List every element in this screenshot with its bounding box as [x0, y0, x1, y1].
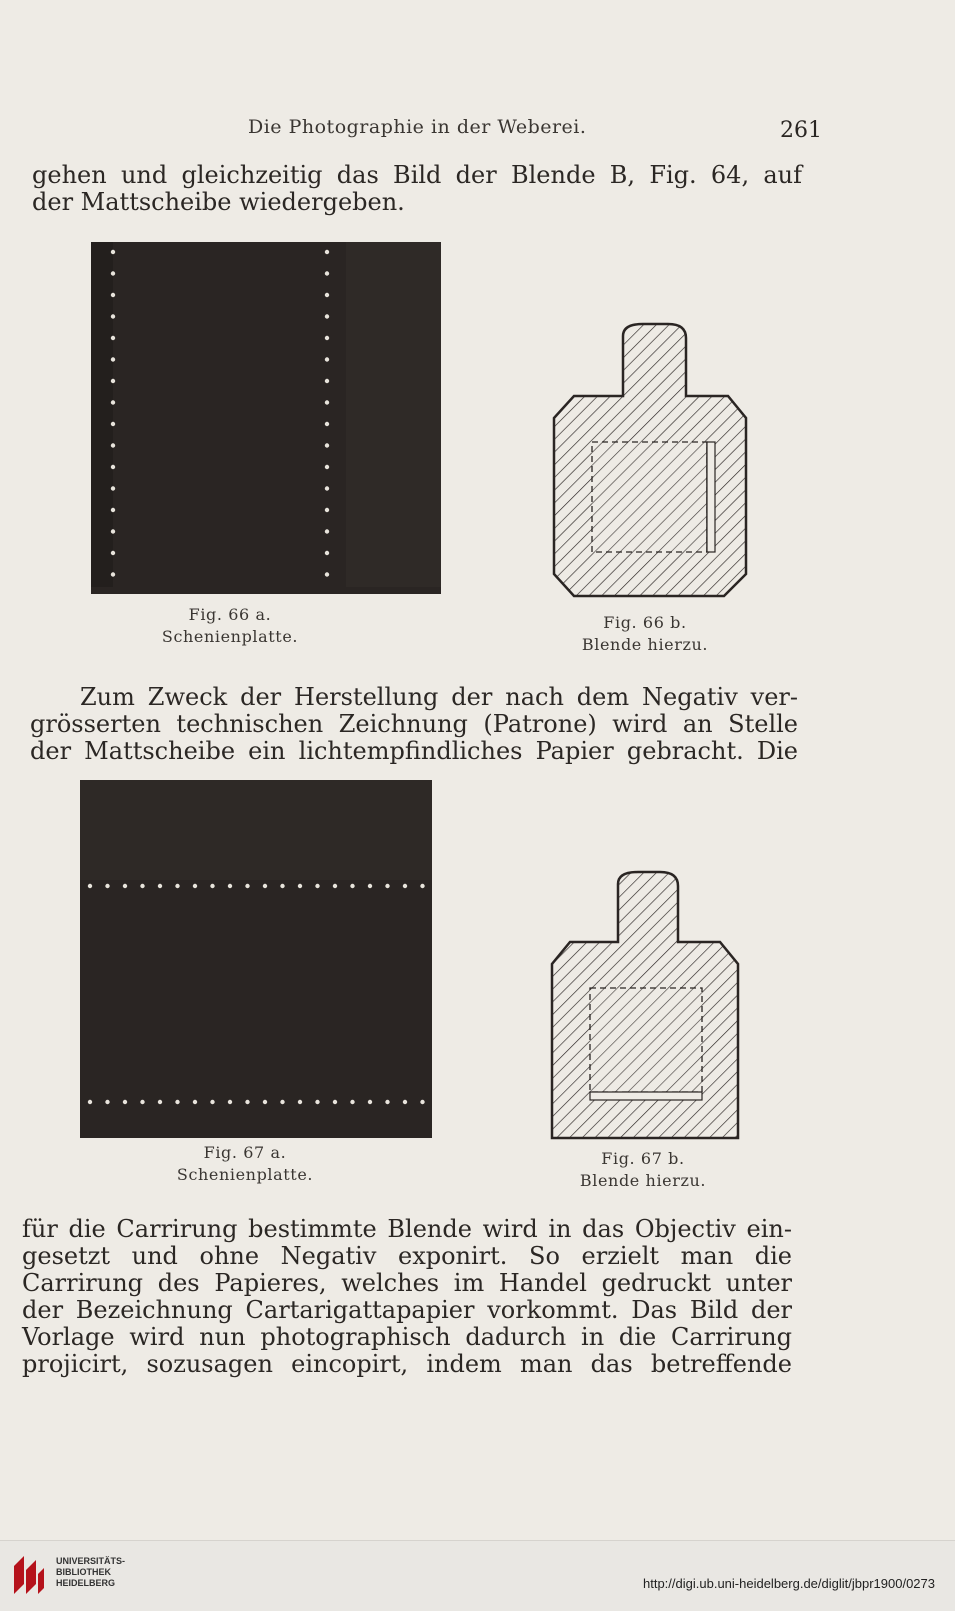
- text-line: der Mattscheibe wiedergeben.: [32, 188, 405, 216]
- text-line: für die Carrirung bestimmte Blende wird in das Objectiv ein-: [22, 1215, 792, 1243]
- perforation-dot: [123, 1100, 127, 1104]
- perforation-dot: [111, 293, 115, 297]
- perforation-dot: [245, 884, 249, 888]
- text-line: projicirt, sozusagen eincopirt, indem man das betreffende: [22, 1350, 792, 1378]
- library-name-line: BIBLIOTHEK: [56, 1567, 111, 1577]
- text-line: gehen und gleichzeitig das Bild der Blende B, Fig. 64, auf: [32, 161, 802, 189]
- perforation-dot: [325, 572, 329, 576]
- perforation-dot: [193, 884, 197, 888]
- paragraph-middle: [30, 684, 798, 765]
- library-logo-icon[interactable]: [10, 1552, 48, 1598]
- perforation-dot: [111, 551, 115, 555]
- perforation-dot: [111, 271, 115, 275]
- perforation-dot: [325, 551, 329, 555]
- caption-text: Schenienplatte.: [176, 1165, 314, 1184]
- perforation-dot: [280, 884, 284, 888]
- figure-67a-caption: [160, 1142, 330, 1186]
- perforation-dot: [123, 884, 127, 888]
- perforation-dot: [325, 443, 329, 447]
- perforation-dot: [228, 884, 232, 888]
- library-name: [56, 1556, 125, 1589]
- perforation-dot: [111, 357, 115, 361]
- perforation-dot: [111, 529, 115, 533]
- perforation-dot: [325, 250, 329, 254]
- perforation-dot: [111, 443, 115, 447]
- perforation-dot: [263, 1100, 267, 1104]
- perforation-dot: [175, 1100, 179, 1104]
- perforation-dot: [105, 1100, 109, 1104]
- perforation-dot: [111, 379, 115, 383]
- perforation-dot: [315, 884, 319, 888]
- perforation-dot: [325, 336, 329, 340]
- page-number: 261: [780, 118, 822, 143]
- figure-67b-caption: [558, 1148, 728, 1192]
- text-line: der Bezeichnung Cartarigattapapier vorkommt. Das Bild der: [22, 1296, 792, 1324]
- perforation-dot: [325, 379, 329, 383]
- library-name-line: HEIDELBERG: [56, 1578, 116, 1588]
- perforation-dot: [298, 1100, 302, 1104]
- perforation-dot: [280, 1100, 284, 1104]
- figure-66a-plate: [91, 242, 441, 594]
- perforation-dot: [111, 250, 115, 254]
- figure-66a-caption: [150, 604, 310, 648]
- perforation-dot: [403, 1100, 407, 1104]
- perforation-dot: [333, 1100, 337, 1104]
- perforation-dot: [228, 1100, 232, 1104]
- figure-66b-caption: [560, 612, 730, 656]
- paragraph-bottom: [22, 1216, 792, 1378]
- perforation-dot: [140, 1100, 144, 1104]
- perforation-dot: [193, 1100, 197, 1104]
- paragraph-top: [32, 162, 802, 216]
- caption-label: Fig. 67 a.: [203, 1143, 287, 1162]
- perforation-dot: [420, 884, 424, 888]
- perforation-dot: [158, 1100, 162, 1104]
- perforation-dot: [88, 1100, 92, 1104]
- perforation-dot: [111, 508, 115, 512]
- perforation-dot: [175, 884, 179, 888]
- figure-66b-stencil: [548, 318, 752, 602]
- perforation-dot: [298, 884, 302, 888]
- perforation-dot: [263, 884, 267, 888]
- perforation-dot: [111, 572, 115, 576]
- perforation-dot: [350, 884, 354, 888]
- perforation-dot: [111, 465, 115, 469]
- perforation-dot: [368, 1100, 372, 1104]
- perforation-dot: [88, 884, 92, 888]
- text-line: der Mattscheibe ein lichtempfindliches Papier gebracht. Die: [30, 737, 798, 765]
- text-line: Zum Zweck der Herstellung der nach dem Negativ ver-: [80, 683, 798, 711]
- perforation-dot: [385, 1100, 389, 1104]
- library-name-line: UNIVERSITÄTS-: [56, 1556, 126, 1566]
- caption-text: Blende hierzu.: [579, 1171, 707, 1190]
- perforation-dot: [111, 422, 115, 426]
- perforation-dot: [111, 400, 115, 404]
- text-line: Carrirung des Papieres, welches im Handel gedruckt unter: [22, 1269, 792, 1297]
- perforation-dot: [210, 884, 214, 888]
- text-line: grösserten technischen Zeichnung (Patrone) wird an Stelle: [30, 710, 798, 738]
- perforation-dot: [315, 1100, 319, 1104]
- perforation-dot: [245, 1100, 249, 1104]
- perforation-dot: [158, 884, 162, 888]
- perforation-dot: [111, 336, 115, 340]
- perforation-dot: [325, 271, 329, 275]
- figure-67b-stencil: [548, 866, 744, 1146]
- perforation-dot: [325, 314, 329, 318]
- perforation-dot: [325, 400, 329, 404]
- perforation-dot: [325, 293, 329, 297]
- perforation-dot: [111, 486, 115, 490]
- text-line: gesetzt und ohne Negativ exponirt. So erzielt man die: [22, 1242, 792, 1270]
- perforation-dot: [325, 465, 329, 469]
- perforation-dot: [403, 884, 407, 888]
- perforation-dot: [333, 884, 337, 888]
- perforation-dot: [385, 884, 389, 888]
- perforation-dot: [105, 884, 109, 888]
- perforation-dot: [325, 357, 329, 361]
- perforation-dot: [210, 1100, 214, 1104]
- caption-label: Fig. 66 b.: [603, 613, 687, 632]
- perforation-dot: [368, 884, 372, 888]
- perforation-dot: [325, 529, 329, 533]
- perforation-dot: [420, 1100, 424, 1104]
- caption-text: Schenienplatte.: [161, 627, 299, 646]
- caption-text: Blende hierzu.: [581, 635, 709, 654]
- caption-label: Fig. 67 b.: [601, 1149, 685, 1168]
- caption-label: Fig. 66 a.: [188, 605, 272, 624]
- perforation-dot: [140, 884, 144, 888]
- perforation-dot: [350, 1100, 354, 1104]
- running-title: Die Photographie in der Weberei.: [248, 116, 587, 138]
- perforation-dot: [325, 486, 329, 490]
- figure-67a-plate: [80, 780, 432, 1138]
- source-url-link[interactable]: http://digi.ub.uni-heidelberg.de/diglit/jbpr1900/0273: [643, 1576, 935, 1591]
- text-line: Vorlage wird nun photographisch dadurch in die Carrirung: [22, 1323, 792, 1351]
- perforation-dot: [111, 314, 115, 318]
- perforation-dot: [325, 422, 329, 426]
- perforation-dot: [325, 508, 329, 512]
